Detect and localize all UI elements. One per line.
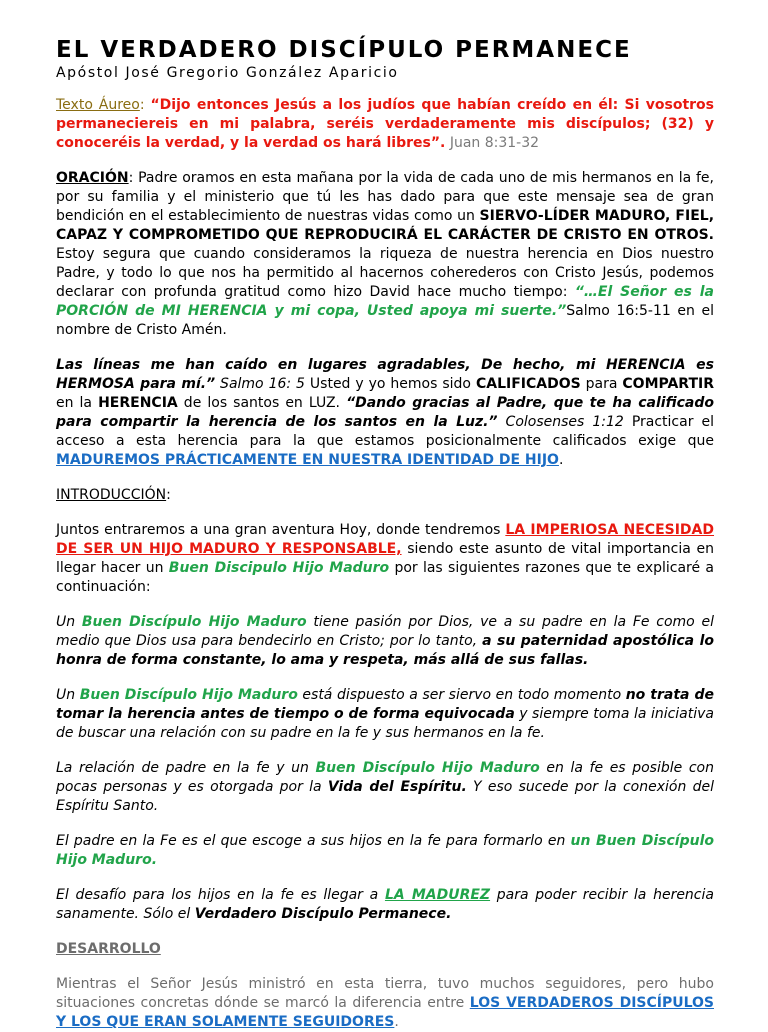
juntos-paragraph bbox=[56, 521, 714, 597]
juntos-text-1: Juntos entraremos a una gran aventura Hoy, donde tendremos bbox=[56, 522, 506, 538]
p5-text-1: El desafío para los hijos en la fe es llegar a bbox=[56, 887, 385, 903]
p1-green: Buen Discípulo Hijo Maduro bbox=[81, 614, 307, 630]
p5-green: LA MADUREZ bbox=[384, 887, 491, 903]
p4-text-1: El padre en la Fe es el que escoge a sus hijos en la fe para formarlo en bbox=[56, 833, 571, 849]
lineas-ref-2: Colosenses 1:12 bbox=[497, 414, 624, 430]
texto-aureo-quote: “Dijo entonces Jesús a los judíos que habían creído en él: Si vosotros permaneciereis en mi palabra, seréis verdaderamente mis discípulos; (32) y conoceréis la verdad, y la verdad os hará libres”. bbox=[56, 97, 714, 151]
p3-paragraph bbox=[56, 759, 714, 816]
lineas-text-3: en la bbox=[56, 395, 99, 411]
oracion-paragraph bbox=[56, 169, 714, 340]
lineas-text-1: Usted y yo hemos sido bbox=[304, 376, 476, 392]
oracion-text-3: Salmo 16:5-11 en el nombre de Cristo Amén. bbox=[56, 303, 714, 338]
lineas-bold-3: HERENCIA bbox=[98, 395, 178, 411]
author-line: Apóstol José Gregorio González Aparicio bbox=[56, 65, 399, 81]
desarrollo-heading bbox=[56, 940, 714, 959]
lineas-ref-1: Salmo 16: 5 bbox=[215, 376, 305, 392]
mientras-paragraph bbox=[56, 975, 714, 1032]
lineas-link[interactable]: MADUREMOS PRÁCTICAMENTE EN NUESTRA IDENTIDAD DE HIJO bbox=[56, 452, 559, 468]
introduccion-heading bbox=[56, 486, 714, 505]
texto-aureo-paragraph bbox=[56, 96, 714, 153]
lineas-quote-1: Las líneas me han caído en lugares agradables, De hecho, mi HERENCIA es HERMOSA para mí.” bbox=[56, 357, 714, 392]
oracion-label: ORACIÓN bbox=[56, 170, 129, 186]
p3-text-3: Y eso sucede por la conexión del Espíritu Santo. bbox=[56, 779, 714, 814]
lineas-bold-2: COMPARTIR bbox=[622, 376, 714, 392]
lineas-text-2: para bbox=[580, 376, 623, 392]
lineas-paragraph bbox=[56, 356, 714, 470]
lineas-end: . bbox=[558, 452, 564, 468]
oracion-text-1: : Padre oramos en esta mañana por la vida de cada uno de mis hermanos en la fe, por su familia y el ministerio que tú les has dado para que este mensaje sea de gran bendición en el establecimiento de nuestras vidas como un bbox=[56, 170, 714, 224]
p1-text-1: Un bbox=[56, 614, 82, 630]
document-title: EL VERDADERO DISCÍPULO PERMANECE bbox=[56, 37, 632, 63]
p2-text-1: Un bbox=[56, 687, 80, 703]
oracion-text-2: Estoy segura que cuando consideramos la riqueza de nuestra herencia en Dios nuestro Padre, y todo lo que nos ha permitido al hacernos coherederos con Cristo Jesús, podemos declarar con profunda gratitud como hizo David hace mucho tiempo: bbox=[56, 246, 714, 300]
mientras-end: . bbox=[394, 1014, 399, 1030]
juntos-red: LA IMPERIOSA NECESIDAD DE SER UN HIJO MADURO Y RESPONSABLE, bbox=[56, 522, 715, 557]
p2-paragraph bbox=[56, 686, 714, 743]
document-page bbox=[56, 36, 714, 1032]
p1-text-2: tiene pasión por Dios, ve a su padre en la Fe como el medio que Dios usa para bendecirlo en Cristo; por lo tanto, bbox=[56, 614, 714, 649]
p1-bold: a su paternidad apostólica lo honra de forma constante, lo ama y respeta, más allá de sus fallas. bbox=[56, 633, 714, 668]
p2-green: Buen Discípulo Hijo Maduro bbox=[79, 687, 298, 703]
juntos-green: Buen Discipulo Hijo Maduro bbox=[168, 560, 390, 576]
juntos-text-2: siendo este asunto de vital importancia en llegar hacer un bbox=[56, 541, 715, 576]
p1-paragraph bbox=[56, 613, 714, 670]
oracion-bold-1: SIERVO-LÍDER MADURO, FIEL, CAPAZ Y COMPROMETIDO QUE REPRODUCIRÁ EL CARÁCTER DE CRISTO EN OTROS. bbox=[56, 208, 715, 243]
oracion-quote: “…El Señor es la PORCIÓN de MI HERENCIA y mi copa, Usted apoya mi suerte.” bbox=[56, 284, 714, 319]
p4-green: un Buen Discípulo Hijo Maduro. bbox=[56, 833, 714, 868]
lineas-quote-2: “Dando gracias al Padre, que te ha calificado para compartir la herencia de los santos en la Luz.” bbox=[56, 395, 714, 430]
p3-text-2: en la fe es posible con pocas personas y es otorgada por la bbox=[56, 760, 714, 795]
p2-bold: no trata de tomar la herencia antes de tiempo o de forma equivocada bbox=[56, 687, 714, 722]
p3-text-1: La relación de padre en la fe y un bbox=[56, 760, 316, 776]
mientras-link[interactable]: LOS VERDADEROS DISCÍPULOS Y LOS QUE ERAN SOLAMENTE SEGUIDORES bbox=[56, 995, 714, 1030]
lineas-text-4: de los santos en LUZ. bbox=[177, 395, 347, 411]
p3-green: Buen Discípulo Hijo Maduro bbox=[315, 760, 540, 776]
p3-bold: Vida del Espíritu. bbox=[327, 779, 467, 795]
mientras-text-1: Mientras el Señor Jesús ministró en esta tierra, tuvo muchos seguidores, pero hubo situaciones concretas dónde se marcó la diferencia entre bbox=[56, 976, 714, 1011]
texto-aureo-ref: Juan 8:31-32 bbox=[449, 135, 540, 151]
lineas-bold-1: CALIFICADOS bbox=[475, 376, 581, 392]
lineas-text-5: Practicar el acceso a esta herencia para la que estamos posicionalmente calificados exige que bbox=[56, 414, 714, 449]
p4-paragraph bbox=[56, 832, 714, 870]
p5-bold: Verdadero Discípulo Permanece. bbox=[194, 906, 452, 922]
juntos-text-3: por las siguientes razones que te explicaré a continuación: bbox=[56, 560, 714, 595]
texto-aureo-label: Texto Áureo bbox=[56, 97, 140, 113]
p2-text-2: está dispuesto a ser siervo en todo momento bbox=[297, 687, 626, 703]
p5-text-2: para poder recibir la herencia sanamente. Sólo el bbox=[56, 887, 714, 922]
introduccion-label: INTRODUCCIÓN bbox=[56, 487, 167, 503]
texto-aureo-colon: : bbox=[139, 97, 145, 113]
p2-text-3: y siempre toma la iniciativa de buscar una relación con su padre en la fe y sus hermanos en la fe. bbox=[56, 706, 714, 741]
desarrollo-label: DESARROLLO bbox=[56, 941, 161, 957]
introduccion-colon: : bbox=[166, 487, 171, 503]
p5-paragraph bbox=[56, 886, 714, 924]
